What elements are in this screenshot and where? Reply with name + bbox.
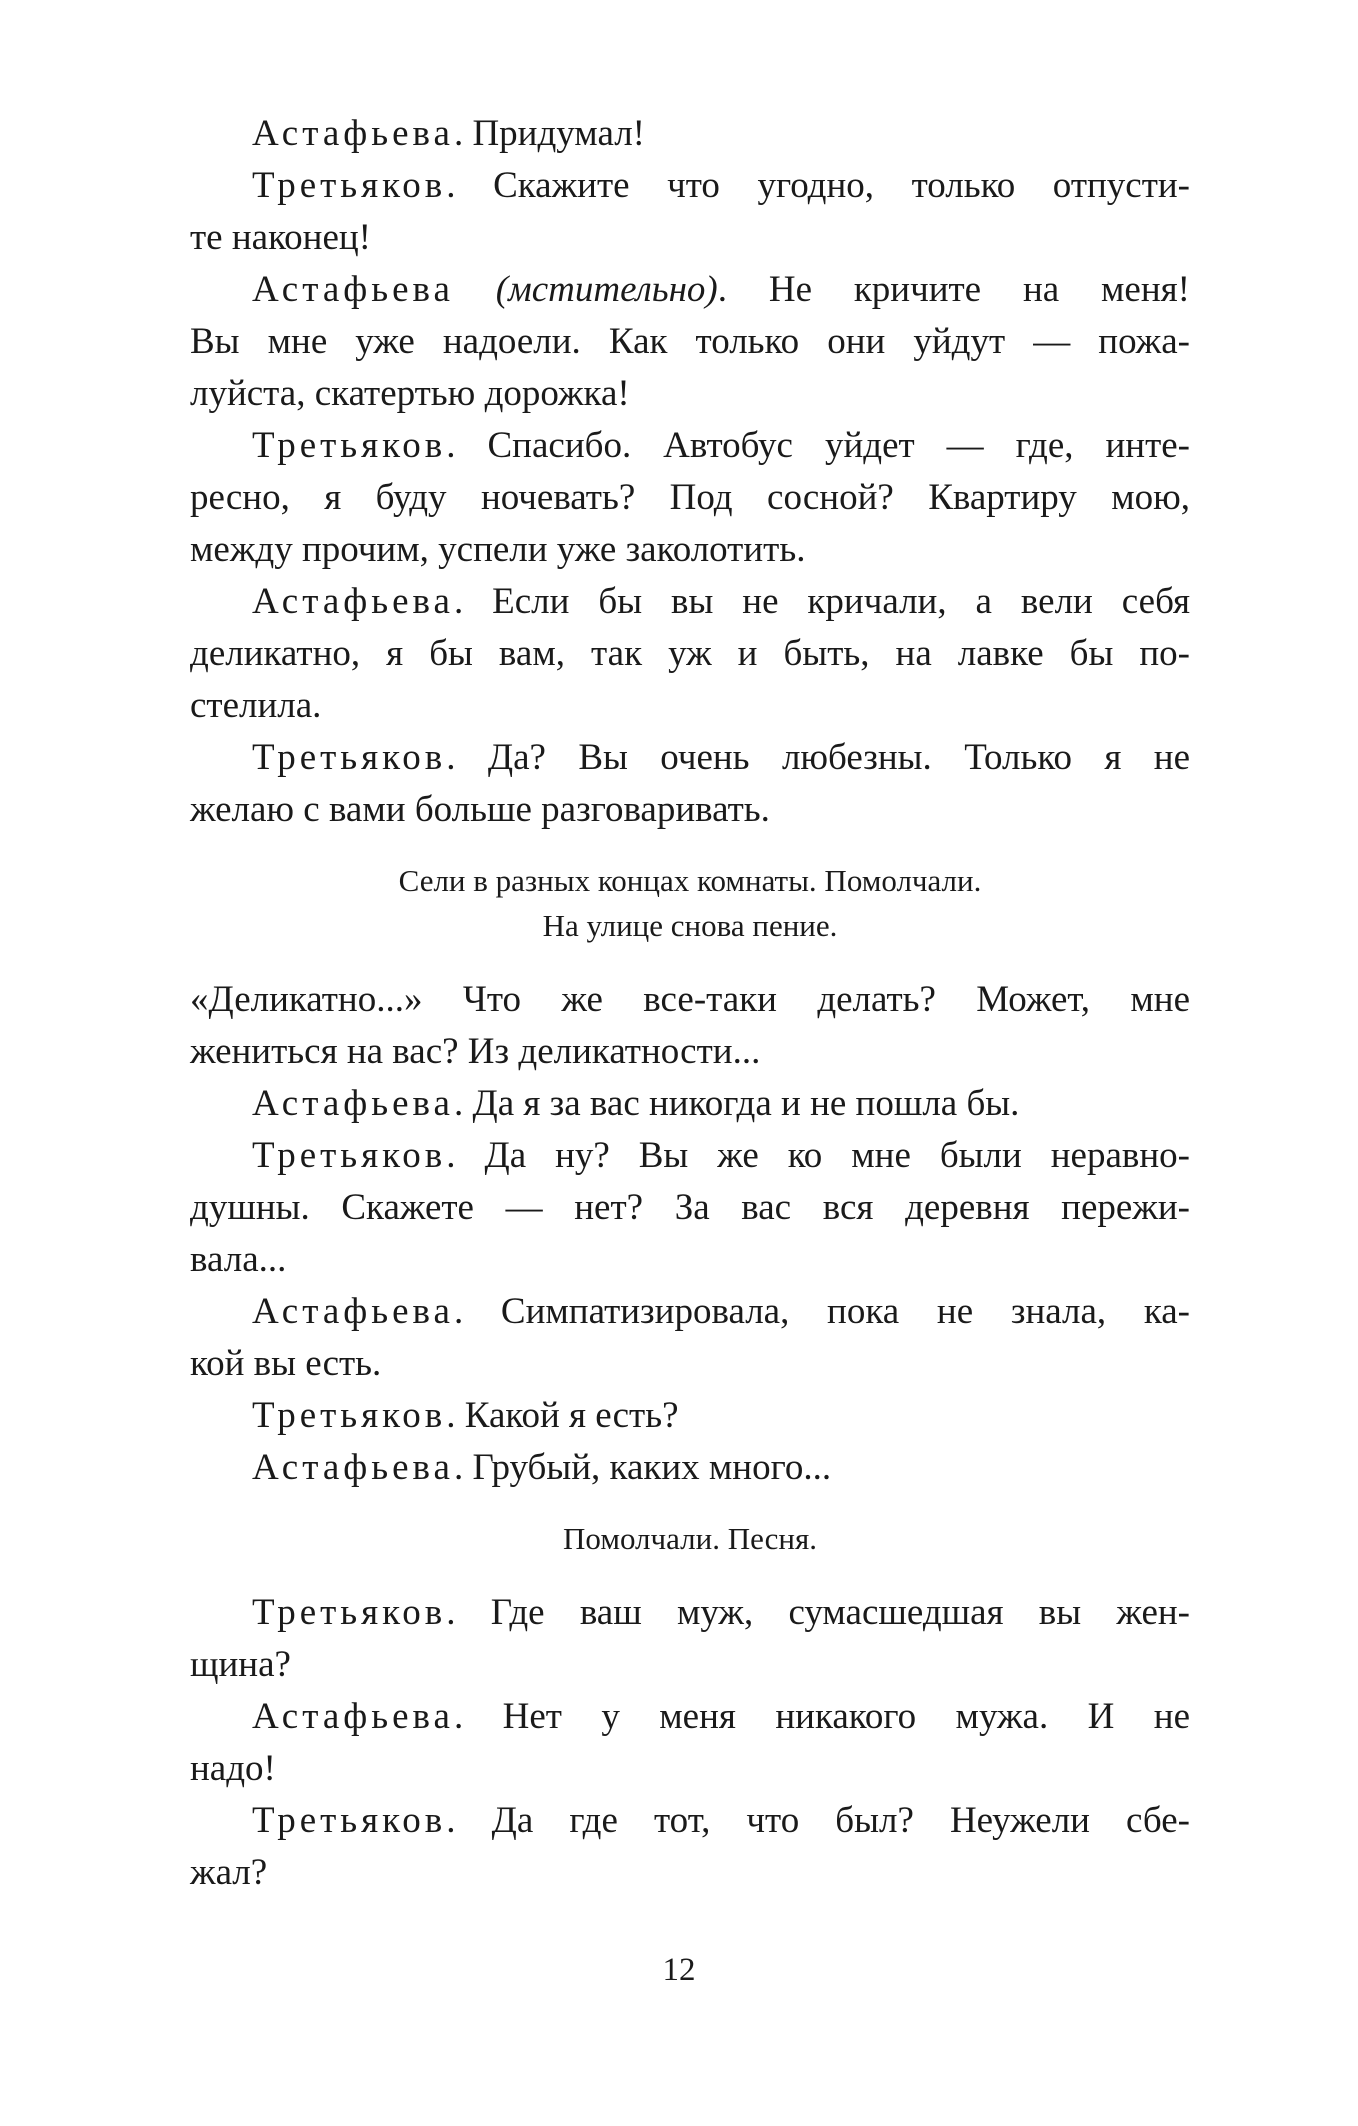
line-text: между прочим, успели уже заколотить. <box>190 529 806 570</box>
text-line <box>190 1286 1190 1338</box>
speaker-name: Третьяков <box>252 1135 447 1176</box>
text-line <box>190 1390 1190 1442</box>
line-text: . Да ну? Вы же ко мне были неравно- <box>446 1135 1190 1176</box>
text-line <box>190 420 1190 472</box>
text-line <box>190 1026 1190 1078</box>
speaker-name: Астафьева <box>252 113 454 154</box>
line-text: стелила. <box>190 685 322 726</box>
speaker-name: Третьяков <box>252 1395 447 1436</box>
text-line <box>190 316 1190 368</box>
line-text: кой вы есть. <box>190 1343 382 1384</box>
speaker-name: Третьяков <box>252 425 447 466</box>
text-line <box>190 1442 1190 1494</box>
text-line <box>190 264 1190 316</box>
text-line <box>190 1078 1190 1130</box>
speaker-name: Астафьева <box>252 1696 454 1737</box>
text-line <box>190 680 1190 732</box>
page-number: 12 <box>662 1952 696 1988</box>
text-line <box>190 576 1190 628</box>
line-text: . Скажите что угодно, только отпусти- <box>446 165 1190 206</box>
line-text: Вы мне уже надоели. Как только они уйдут — пожа- <box>190 321 1190 362</box>
line-text: . Да я за вас никогда и не пошла бы. <box>453 1083 1020 1124</box>
line-text: те наконец! <box>190 217 372 258</box>
line-text: . Придумал! <box>453 113 646 154</box>
speaker-name: Астафьева <box>252 269 454 310</box>
line-text: . Если бы вы не кричали, а вели себя <box>453 581 1190 622</box>
text-line <box>190 1691 1190 1743</box>
text-line <box>190 1234 1190 1286</box>
text-line <box>190 1795 1190 1847</box>
text-line <box>190 784 1190 836</box>
line-text: . Где ваш муж, сумасшедшая вы жен- <box>446 1592 1190 1633</box>
stage-direction: На улице снова пение. <box>542 908 838 943</box>
text-line <box>190 368 1190 420</box>
line-text: луйста, скатертью дорожка! <box>190 373 630 414</box>
line-text: . Симпатизировала, пока не знала, ка- <box>453 1291 1190 1332</box>
line-text: деликатно, я бы вам, так уж и быть, на лавке бы по- <box>190 633 1190 674</box>
line-text: жениться на вас? Из деликатности... <box>190 1031 761 1072</box>
line-text: вала... <box>190 1239 287 1280</box>
line-text: душны. Скажете — нет? За вас вся деревня пережи- <box>190 1187 1190 1228</box>
speaker-name: Астафьева <box>252 1291 454 1332</box>
text-line <box>190 628 1190 680</box>
speaker-name: Третьяков <box>252 1800 447 1841</box>
speaker-name: Третьяков <box>252 165 447 206</box>
line-text: надо! <box>190 1748 276 1789</box>
text-line <box>190 524 1190 576</box>
speaker-name: Астафьева <box>252 1447 454 1488</box>
line-text: . Грубый, каких много... <box>453 1447 832 1488</box>
stage-remark: (мстительно) <box>453 269 718 310</box>
stage-direction: Сели в разных концах комнаты. Помолчали. <box>398 863 982 898</box>
line-text: жал? <box>190 1852 268 1893</box>
text-line <box>190 1639 1190 1691</box>
text-line <box>190 1743 1190 1795</box>
text-line <box>190 108 1190 160</box>
text-line <box>190 1338 1190 1390</box>
line-text: . Нет у меня никакого мужа. И не <box>453 1696 1190 1737</box>
text-line <box>190 1847 1190 1899</box>
line-text: щина? <box>190 1644 291 1685</box>
stage-direction: Помолчали. Песня. <box>563 1521 817 1556</box>
line-text: . Да где тот, что был? Неужели сбе- <box>446 1800 1190 1841</box>
text-line <box>190 472 1190 524</box>
text-line <box>190 732 1190 784</box>
line-text: «Деликатно...» Что же все-таки делать? Может, мне <box>190 979 1190 1020</box>
text-line <box>190 160 1190 212</box>
line-text: желаю с вами больше разговаривать. <box>190 789 770 830</box>
speaker-name: Третьяков <box>252 737 447 778</box>
line-text: ресно, я буду ночевать? Под сосной? Квартиру мою, <box>190 477 1190 518</box>
text-line <box>190 1587 1190 1639</box>
text-line <box>190 1182 1190 1234</box>
speaker-name: Третьяков <box>252 1592 447 1633</box>
line-text: . Спасибо. Автобус уйдет — где, инте- <box>446 425 1190 466</box>
line-text: . Да? Вы очень любезны. Только я не <box>446 737 1190 778</box>
speaker-name: Астафьева <box>252 581 454 622</box>
line-text: . Какой я есть? <box>446 1395 679 1436</box>
text-line <box>190 974 1190 1026</box>
speaker-name: Астафьева <box>252 1083 454 1124</box>
page-body <box>190 108 1190 1899</box>
text-line <box>190 212 1190 264</box>
text-line <box>190 1130 1190 1182</box>
line-text: . Не кричите на меня! <box>717 269 1190 310</box>
